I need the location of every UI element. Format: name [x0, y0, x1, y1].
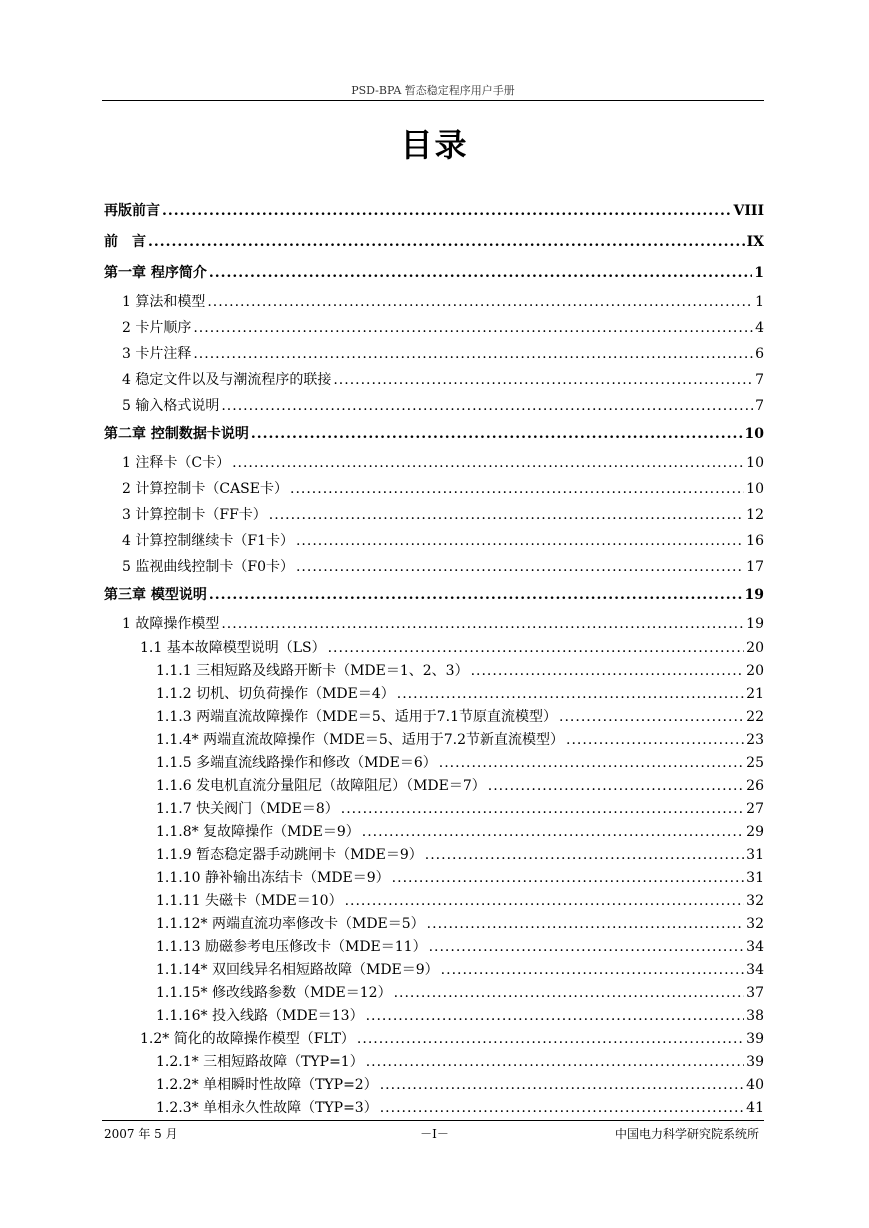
toc-entry-label: 1.1.12* 两端直流功率修改卡（MDE＝5）	[156, 916, 425, 932]
toc-dot-leader	[488, 775, 744, 798]
running-header: PSD-BPA 暂态稳定程序用户手册	[351, 84, 515, 97]
toc-entry-label: 1.1.13 励磁参考电压修改卡（MDE＝11）	[156, 939, 427, 955]
toc-entry-label: 1.2.1* 三相短路故障（TYP=1）	[156, 1054, 364, 1070]
toc-entry-label: 1.1.5 多端直流线路操作和修改（MDE＝6）	[156, 755, 437, 771]
toc-entry-page: 10	[746, 455, 764, 471]
toc-dot-leader	[439, 752, 744, 775]
toc-entry-page: 39	[746, 1054, 764, 1070]
page-number: －I－	[420, 1127, 449, 1141]
toc-dot-leader	[333, 367, 753, 393]
toc-dot-leader	[357, 1028, 744, 1051]
toc-entry-page: 34	[746, 962, 764, 978]
toc-entry-page: 39	[746, 1031, 764, 1047]
toc-entry-page: 37	[746, 985, 764, 1001]
toc-entry-label: 2 计算控制卡（CASE卡）	[122, 481, 288, 497]
toc-entry-page: 32	[746, 916, 764, 932]
toc-dot-leader	[162, 196, 731, 227]
toc-entry[interactable]	[104, 959, 764, 982]
toc-entry[interactable]	[104, 419, 764, 450]
toc-entry-page: 21	[746, 686, 764, 702]
toc-entry-label: 1.2.3* 单相永久性故障（TYP=3）	[156, 1100, 378, 1116]
toc-entry[interactable]	[104, 706, 764, 729]
footer-organization: 中国电力科学研究院系统所	[614, 1127, 759, 1141]
toc-entry[interactable]	[104, 683, 764, 706]
toc-entry-label: 1.1.6 发电机直流分量阻尼（故障阻尼）（MDE＝7）	[156, 778, 486, 794]
toc-entry-label: 1.1.2 切机、切负荷操作（MDE＝4）	[156, 686, 395, 702]
toc-entry-page: 1	[754, 265, 764, 281]
toc-entry-page: 31	[746, 870, 764, 886]
toc-entry-page: 7	[755, 372, 764, 388]
toc-entry-page: 19	[744, 587, 764, 603]
toc-entry-label: 1.1.7 快关阀门（MDE＝8）	[156, 801, 339, 817]
toc-dot-leader	[366, 1005, 745, 1028]
toc-entry[interactable]	[104, 867, 764, 890]
footer-rule	[102, 1120, 764, 1121]
toc-entry-label: 1 故障操作模型	[122, 616, 220, 632]
toc-entry[interactable]	[104, 913, 764, 936]
toc-entry-page: 41	[746, 1100, 764, 1116]
toc-entry-label: 3 计算控制卡（FF卡）	[122, 507, 267, 523]
toc-entry-label: 前 言	[104, 234, 146, 250]
toc-dot-leader	[232, 450, 744, 476]
toc-dot-leader	[380, 1074, 744, 1097]
toc-entry-page: 7	[755, 398, 764, 414]
toc-entry-page: 17	[746, 559, 764, 575]
toc-entry-page: VIII	[733, 203, 764, 219]
toc-entry-page: 16	[746, 533, 764, 549]
toc-entry-label: 1.1.4* 两端直流故障操作（MDE＝5、适用于7.2节新直流模型）	[156, 732, 565, 748]
toc-entry-page: 26	[746, 778, 764, 794]
toc-entry-page: 12	[746, 507, 764, 523]
toc-entry-label: 第三章 模型说明	[104, 587, 207, 603]
toc-entry-label: 5 监视曲线控制卡（F0卡）	[122, 559, 294, 575]
toc-entry-page: 10	[744, 426, 764, 442]
toc-dot-leader	[251, 419, 743, 450]
toc-entry[interactable]	[104, 393, 764, 419]
toc-dot-leader	[441, 959, 745, 982]
toc-entry-label: 1.1.15* 修改线路参数（MDE＝12）	[156, 985, 392, 1001]
page-title: 目录	[400, 126, 469, 164]
toc-entry-page: 22	[746, 709, 764, 725]
toc-dot-leader	[425, 844, 744, 867]
toc-dot-leader	[397, 683, 744, 706]
toc-entry[interactable]	[104, 367, 764, 393]
toc-entry-page: 25	[746, 755, 764, 771]
toc-dot-leader	[394, 982, 745, 1005]
toc-entry-page: 34	[746, 939, 764, 955]
toc-dot-leader	[559, 706, 744, 729]
toc-dot-leader	[392, 867, 745, 890]
toc-dot-leader	[290, 476, 744, 502]
toc-entry[interactable]	[104, 289, 764, 315]
toc-entry[interactable]	[104, 637, 764, 660]
header-rule	[102, 100, 764, 101]
toc-entry-page: 27	[746, 801, 764, 817]
toc-entry[interactable]	[104, 936, 764, 959]
toc-entry-page: 10	[746, 481, 764, 497]
toc-dot-leader	[380, 1097, 744, 1120]
toc-dot-leader	[209, 580, 743, 611]
toc-entry[interactable]	[104, 450, 764, 476]
toc-entry-label: 3 卡片注释	[122, 346, 192, 362]
toc-dot-leader	[207, 289, 753, 315]
footer-date: 2007 年 5 月	[104, 1127, 178, 1141]
toc-entry-label: 1.1.3 两端直流故障操作（MDE＝5、适用于7.1节原直流模型）	[156, 709, 558, 725]
toc-entry-page: 20	[746, 640, 764, 656]
toc-entry-label: 再版前言	[104, 203, 160, 219]
toc-entry-page: 29	[746, 824, 764, 840]
toc-entry[interactable]	[104, 729, 764, 752]
toc-entry[interactable]	[104, 890, 764, 913]
toc-entry[interactable]	[104, 982, 764, 1005]
toc-entry[interactable]	[104, 752, 764, 775]
toc-entry[interactable]	[104, 341, 764, 367]
toc-entry-label: 1 算法和模型	[122, 294, 206, 310]
toc-dot-leader	[209, 258, 752, 289]
toc-entry[interactable]	[104, 775, 764, 798]
toc-entry-page: IX	[746, 234, 764, 250]
toc-entry-label: 第一章 程序简介	[104, 265, 207, 281]
toc-entry-label: 1.1.1 三相短路及线路开断卡（MDE＝1、2、3）	[156, 663, 469, 679]
toc-entry[interactable]	[104, 1097, 764, 1120]
toc-entry[interactable]	[104, 502, 764, 528]
toc-entry-label: 1.2.2* 单相瞬时性故障（TYP=2）	[156, 1077, 378, 1093]
toc-entry-page: 1	[755, 294, 764, 310]
toc-entry[interactable]	[104, 315, 764, 341]
toc-entry-page: 32	[746, 893, 764, 909]
toc-entry-page: 31	[746, 847, 764, 863]
toc-dot-leader	[193, 315, 753, 341]
toc-entry[interactable]	[104, 1074, 764, 1097]
toc-dot-leader	[269, 502, 744, 528]
toc-entry-label: 1.1.11 失磁卡（MDE＝10）	[156, 893, 343, 909]
toc-entry-label: 1.2* 简化的故障操作模型（FLT）	[140, 1031, 355, 1047]
toc-entry[interactable]	[104, 554, 764, 580]
toc-entry[interactable]	[104, 798, 764, 821]
toc-entry[interactable]	[104, 258, 764, 289]
toc-entry[interactable]	[104, 528, 764, 554]
toc-entry-label: 1.1.10 静补输出冻结卡（MDE＝9）	[156, 870, 390, 886]
toc-entry[interactable]	[104, 611, 764, 637]
toc-entry-page: 20	[746, 663, 764, 679]
toc-entry-page: 19	[746, 616, 764, 632]
toc-dot-leader	[429, 936, 745, 959]
toc-entry[interactable]	[104, 196, 764, 227]
toc-entry-label: 1.1.14* 双回线异名相短路故障（MDE＝9）	[156, 962, 439, 978]
toc-entry[interactable]	[104, 1051, 764, 1074]
toc-entry-page: 6	[755, 346, 764, 362]
table-of-contents	[104, 196, 764, 1120]
toc-dot-leader	[366, 1051, 744, 1074]
toc-entry[interactable]	[104, 227, 764, 258]
toc-dot-leader	[362, 821, 744, 844]
toc-dot-leader	[221, 611, 744, 637]
toc-dot-leader	[221, 393, 753, 419]
toc-entry-label: 1 注释卡（C卡）	[122, 455, 231, 471]
toc-entry[interactable]	[104, 1005, 764, 1028]
toc-dot-leader	[296, 528, 744, 554]
toc-entry[interactable]	[104, 476, 764, 502]
toc-entry-label: 2 卡片顺序	[122, 320, 192, 336]
toc-dot-leader	[566, 729, 744, 752]
toc-dot-leader	[148, 227, 745, 258]
toc-entry-label: 1.1 基本故障模型说明（LS）	[140, 640, 326, 656]
toc-entry[interactable]	[104, 844, 764, 867]
toc-entry[interactable]	[104, 821, 764, 844]
toc-entry[interactable]	[104, 660, 764, 683]
toc-dot-leader	[328, 637, 745, 660]
toc-entry-label: 第二章 控制数据卡说明	[104, 426, 249, 442]
toc-entry-label: 1.1.9 暂态稳定器手动跳闸卡（MDE＝9）	[156, 847, 423, 863]
toc-entry-page: 40	[746, 1077, 764, 1093]
toc-dot-leader	[345, 890, 745, 913]
toc-entry-label: 4 稳定文件以及与潮流程序的联接	[122, 372, 332, 388]
toc-dot-leader	[341, 798, 744, 821]
toc-entry-label: 5 输入格式说明	[122, 398, 220, 414]
toc-entry[interactable]	[104, 580, 764, 611]
toc-entry-label: 4 计算控制继续卡（F1卡）	[122, 533, 294, 549]
toc-entry-label: 1.1.8* 复故障操作（MDE＝9）	[156, 824, 360, 840]
toc-entry-page: 4	[755, 320, 764, 336]
toc-entry-page: 38	[746, 1008, 764, 1024]
toc-dot-leader	[427, 913, 745, 936]
toc-entry-page: 23	[746, 732, 764, 748]
toc-entry[interactable]	[104, 1028, 764, 1051]
toc-entry-label: 1.1.16* 投入线路（MDE＝13）	[156, 1008, 364, 1024]
toc-dot-leader	[296, 554, 744, 580]
toc-dot-leader	[471, 660, 745, 683]
toc-dot-leader	[193, 341, 753, 367]
